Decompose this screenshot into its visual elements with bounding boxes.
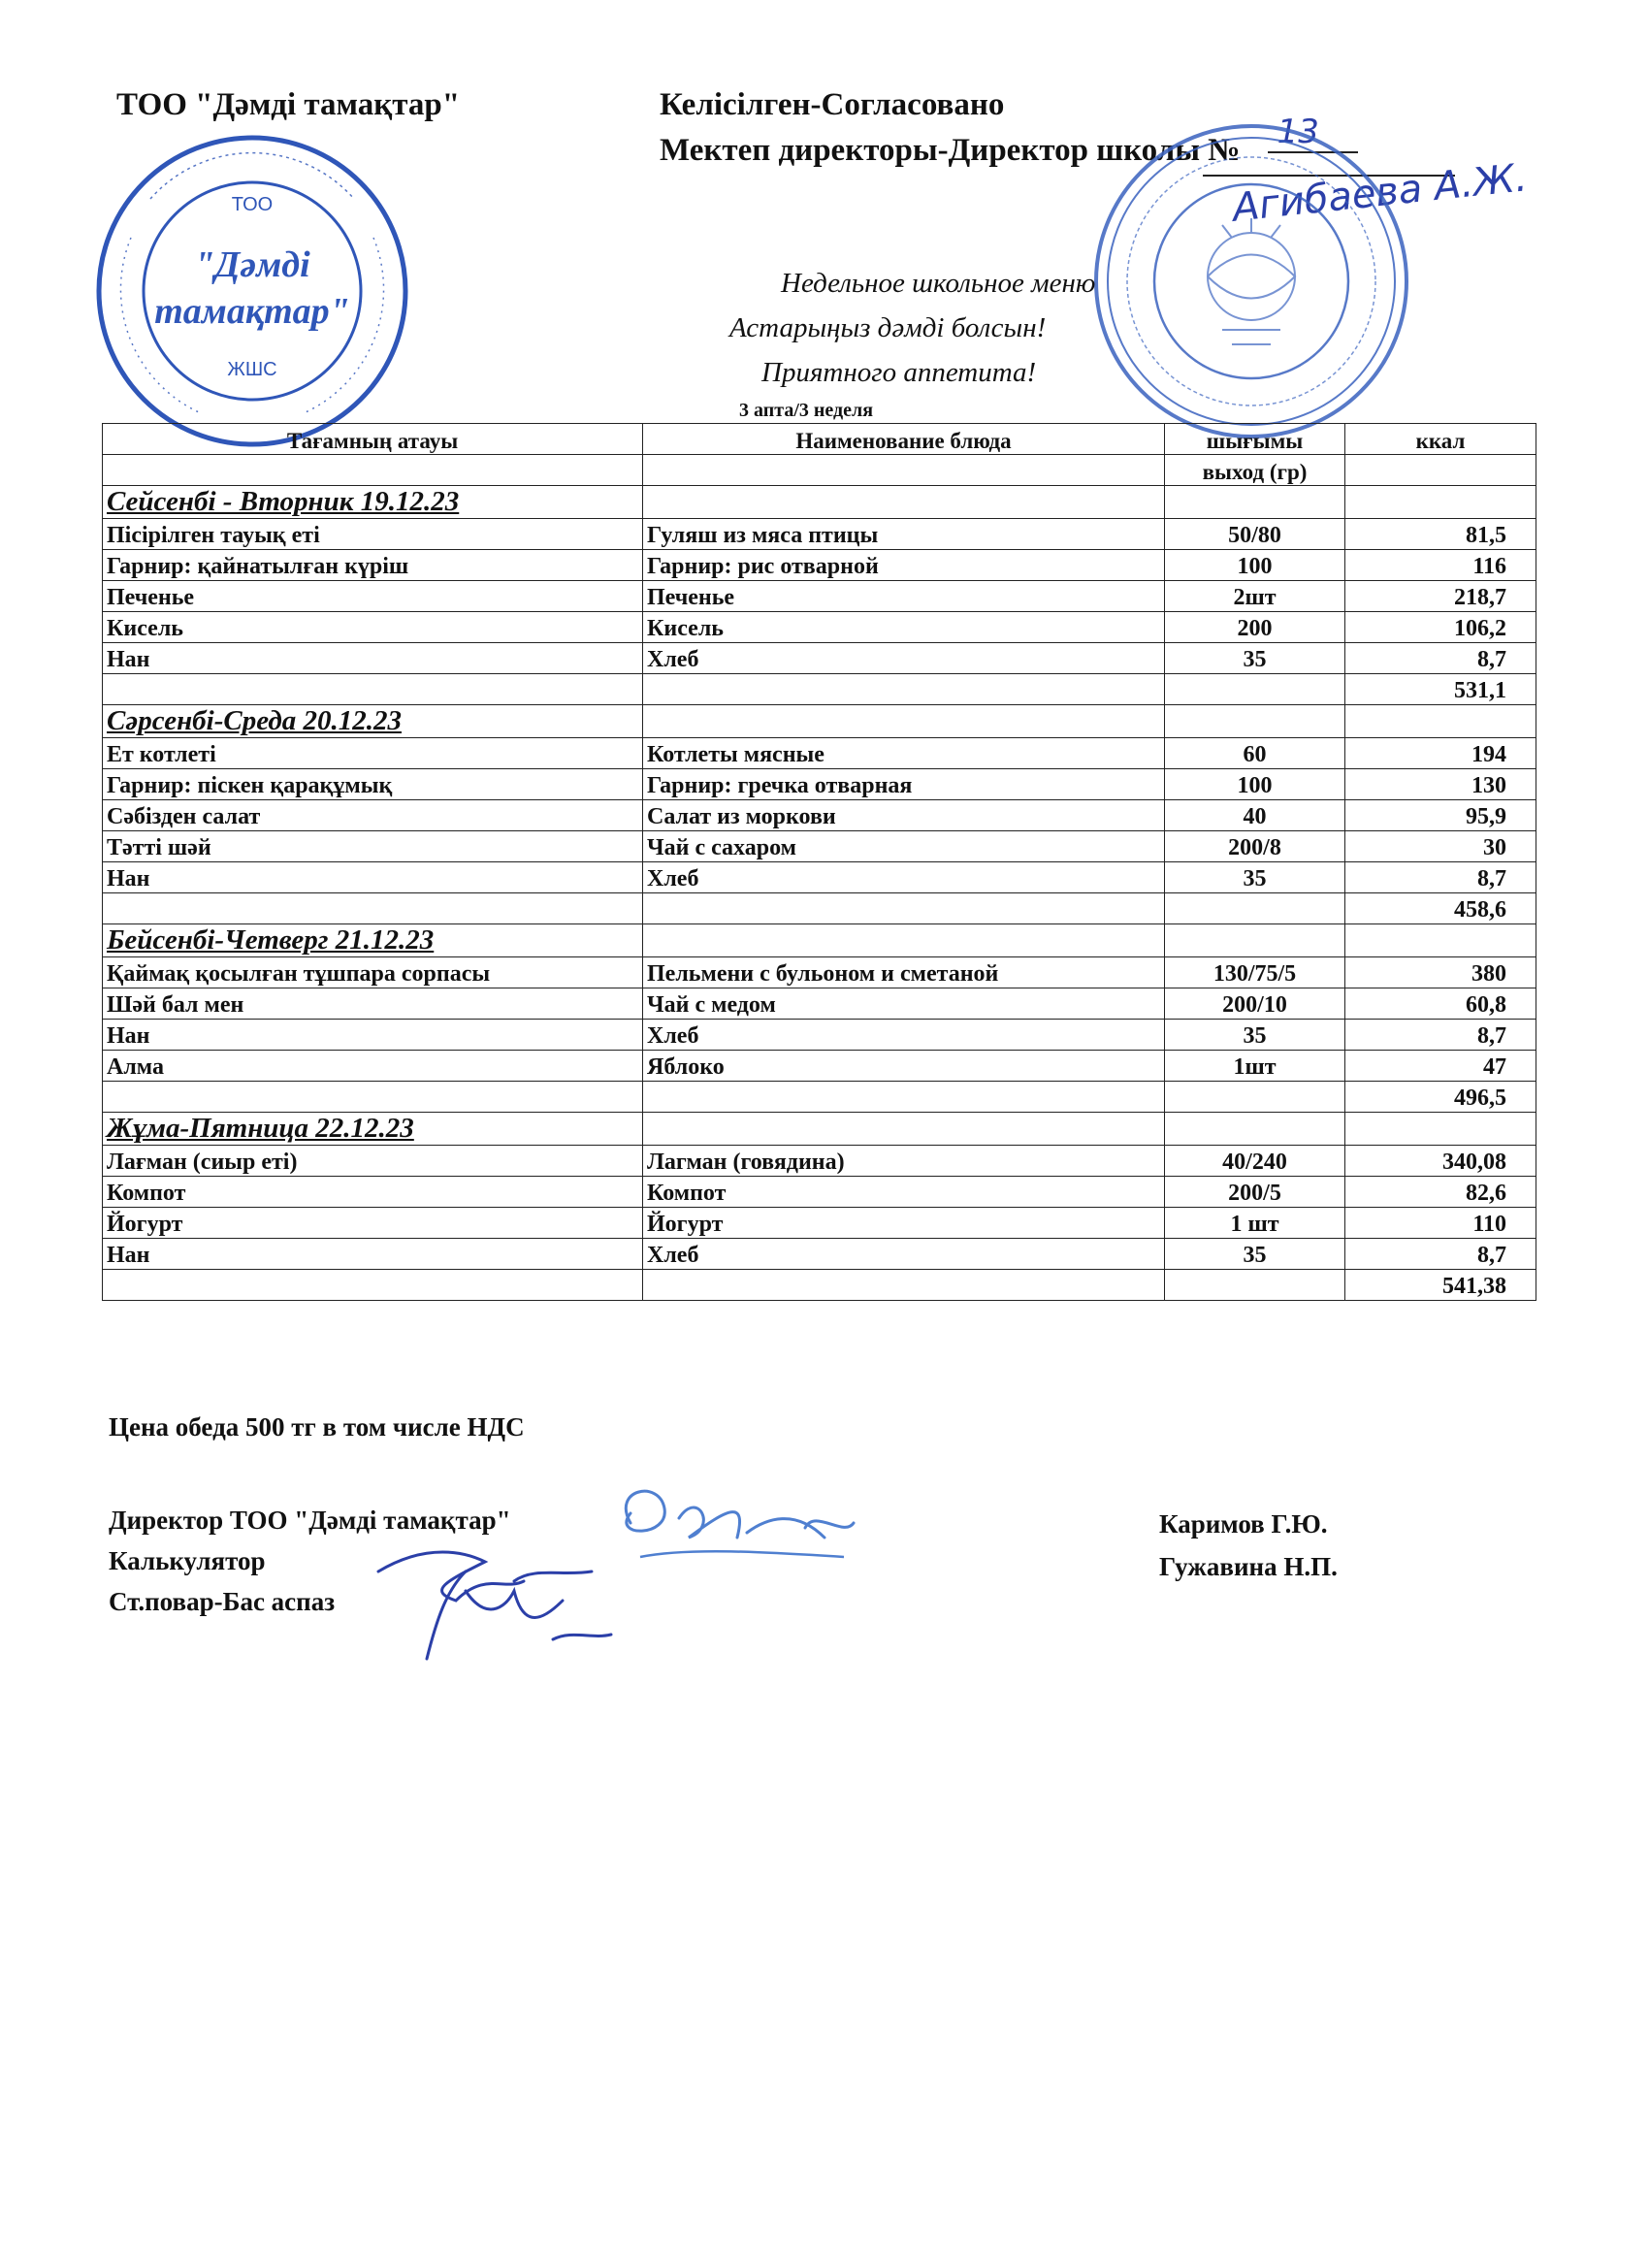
dish-kcal: 60,8 [1345,988,1536,1020]
header-empty-2 [643,455,1165,486]
table-row [103,769,1536,800]
title-bon-appetit-ru: Приятного аппетита! [761,357,1037,388]
dish-kcal: 8,7 [1345,643,1536,674]
day-empty-ru [643,486,1165,519]
table-row [103,519,1536,550]
stamp-text-too: ТОО [231,194,274,215]
total-empty-out [1165,893,1345,924]
day-header-row [103,1113,1536,1146]
total-empty-kz [103,1270,643,1301]
day-title-text: Сейсенбі - Вторник 19.12.23 [107,486,460,517]
dish-name-ru: Лагман (говядина) [643,1146,1165,1177]
header-kcal: ккал [1345,424,1536,455]
dish-output: 2шт [1165,581,1345,612]
director-line-text: Мектеп директоры-Директор школы № [660,133,1241,168]
price-note: Цена обеда 500 тг в том числе НДС [109,1412,525,1442]
table-row [103,831,1536,862]
dish-kcal: 116 [1345,550,1536,581]
dish-kcal: 194 [1345,738,1536,769]
header-kz-name: Тағамның атауы [103,424,643,455]
day-empty-out [1165,924,1345,957]
dish-output: 35 [1165,862,1345,893]
dish-name-kz: Тәтті шәй [103,831,643,862]
table-row [103,738,1536,769]
stamp-text-zhshs: ЖШС [227,359,277,380]
day-empty-out [1165,1113,1345,1146]
day-empty-kcal [1345,924,1536,957]
table-header-row-2 [103,455,1536,486]
company-stamp [92,131,412,451]
total-empty-out [1165,1270,1345,1301]
dish-kcal: 340,08 [1345,1146,1536,1177]
total-empty-kz [103,1082,643,1113]
dish-output: 35 [1165,1020,1345,1051]
dish-name-kz: Шәй бал мен [103,988,643,1020]
dish-name-kz: Йогурт [103,1208,643,1239]
menu-table [102,423,1536,1301]
dish-name-kz: Компот [103,1177,643,1208]
day-total-row [103,674,1536,705]
day-header-row [103,705,1536,738]
day-title-text: Бейсенбі-Четверг 21.12.23 [107,924,435,956]
dish-output: 35 [1165,643,1345,674]
table-row [103,800,1536,831]
title-bon-appetit-kz: Астарыңыз дәмді болсын! [729,312,1047,343]
day-title [103,924,643,957]
dish-name-kz: Алма [103,1051,643,1082]
table-row [103,550,1536,581]
total-empty-out [1165,674,1345,705]
day-empty-kcal [1345,1113,1536,1146]
dish-kcal: 8,7 [1345,1239,1536,1270]
dish-output: 100 [1165,769,1345,800]
dish-name-kz: Печенье [103,581,643,612]
calculator-signature-scribble [369,1533,621,1669]
total-empty-ru [643,1082,1165,1113]
company-name: ТОО "Дәмді тамақтар" [116,87,461,122]
table-row [103,643,1536,674]
header-output: шығымы [1165,424,1345,455]
total-empty-kz [103,893,643,924]
dish-kcal: 30 [1345,831,1536,862]
header-empty-1 [103,455,643,486]
role-calculator: Калькулятор [109,1546,266,1575]
dish-name-kz: Қаймақ қосылған тұшпара сорпасы [103,957,643,988]
school-number: 13 [1268,113,1358,153]
table-row [103,1020,1536,1051]
dish-name-ru: Гарнир: гречка отварная [643,769,1165,800]
dish-name-ru: Хлеб [643,1020,1165,1051]
stamp-text-tamaktar: тамақтар" [154,291,350,332]
day-total-kcal: 496,5 [1345,1082,1536,1113]
dish-kcal: 95,9 [1345,800,1536,831]
header-ru-name: Наименование блюда [643,424,1165,455]
dish-name-ru: Чай с медом [643,988,1165,1020]
dish-output: 130/75/5 [1165,957,1345,988]
day-total-kcal: 541,38 [1345,1270,1536,1301]
dish-output: 40/240 [1165,1146,1345,1177]
day-empty-out [1165,705,1345,738]
dish-name-ru: Компот [643,1177,1165,1208]
table-row [103,1051,1536,1082]
total-empty-ru [643,1270,1165,1301]
dish-name-ru: Чай с сахаром [643,831,1165,862]
dish-name-ru: Хлеб [643,643,1165,674]
dish-output: 100 [1165,550,1345,581]
day-empty-ru [643,924,1165,957]
day-empty-kcal [1345,705,1536,738]
day-empty-ru [643,1113,1165,1146]
dish-name-kz: Кисель [103,612,643,643]
day-title-text: Сәрсенбі-Среда 20.12.23 [107,705,402,736]
dish-kcal: 8,7 [1345,1020,1536,1051]
table-row [103,581,1536,612]
dish-name-kz: Гарнир: қайнатылған күріш [103,550,643,581]
dish-output: 1 шт [1165,1208,1345,1239]
dish-name-ru: Гуляш из мяса птицы [643,519,1165,550]
table-row [103,612,1536,643]
dish-name-kz: Нан [103,643,643,674]
approved-label: Келісілген-Согласовано [660,87,1005,122]
dish-name-ru: Пельмени с бульоном и сметаной [643,957,1165,988]
dish-output: 200/8 [1165,831,1345,862]
dish-kcal: 110 [1345,1208,1536,1239]
day-empty-ru [643,705,1165,738]
dish-output: 200/10 [1165,988,1345,1020]
dish-kcal: 380 [1345,957,1536,988]
dish-name-kz: Нан [103,862,643,893]
day-empty-kcal [1345,486,1536,519]
dish-output: 200/5 [1165,1177,1345,1208]
table-row [103,1146,1536,1177]
dish-name-ru: Котлеты мясные [643,738,1165,769]
day-total-kcal: 458,6 [1345,893,1536,924]
dish-name-ru: Кисель [643,612,1165,643]
dish-kcal: 8,7 [1345,862,1536,893]
dish-output: 40 [1165,800,1345,831]
stamp-text-damdi: "Дәмді [194,244,310,285]
dish-name-ru: Салат из моркови [643,800,1165,831]
dish-output: 1шт [1165,1051,1345,1082]
header-output-grams: выход (гр) [1165,455,1345,486]
day-total-kcal: 531,1 [1345,674,1536,705]
role-director: Директор ТОО "Дәмді тамақтар" [109,1506,511,1535]
dish-name-kz: Пісірілген тауық еті [103,519,643,550]
dish-name-ru: Хлеб [643,1239,1165,1270]
day-total-row [103,1270,1536,1301]
day-title-text: Жұма-Пятница 22.12.23 [107,1113,414,1144]
dish-name-kz: Гарнир: піскен қарақұмық [103,769,643,800]
dish-kcal: 106,2 [1345,612,1536,643]
dish-output: 60 [1165,738,1345,769]
dish-kcal: 47 [1345,1051,1536,1082]
table-row [103,988,1536,1020]
director-signature: Агибаева А.Ж. [1230,155,1530,231]
total-empty-kz [103,674,643,705]
table-row [103,1177,1536,1208]
day-header-row [103,924,1536,957]
dish-kcal: 130 [1345,769,1536,800]
day-title [103,1113,643,1146]
day-total-row [103,1082,1536,1113]
total-empty-out [1165,1082,1345,1113]
role-chef: Ст.повар-Бас аспаз [109,1587,336,1616]
dish-name-kz: Нан [103,1239,643,1270]
name-director: Каримов Г.Ю. [1159,1509,1328,1539]
day-total-row [103,893,1536,924]
table-row [103,862,1536,893]
dish-output: 200 [1165,612,1345,643]
day-title [103,486,643,519]
table-row [103,1239,1536,1270]
day-empty-out [1165,486,1345,519]
table-row [103,1208,1536,1239]
dish-output: 35 [1165,1239,1345,1270]
day-title [103,705,643,738]
dish-name-ru: Гарнир: рис отварной [643,550,1165,581]
header-empty-4 [1345,455,1536,486]
dish-output: 50/80 [1165,519,1345,550]
dish-kcal: 81,5 [1345,519,1536,550]
dish-name-ru: Хлеб [643,862,1165,893]
day-header-row [103,486,1536,519]
dish-kcal: 218,7 [1345,581,1536,612]
title-weekly-menu: Недельное школьное меню [781,268,1096,299]
table-row [103,957,1536,988]
name-calculator: Гужавина Н.П. [1159,1552,1338,1581]
table-header-row [103,424,1536,455]
dish-name-ru: Йогурт [643,1208,1165,1239]
dish-name-kz: Лағман (сиыр еті) [103,1146,643,1177]
dish-kcal: 82,6 [1345,1177,1536,1208]
dish-name-kz: Нан [103,1020,643,1051]
dish-name-ru: Печенье [643,581,1165,612]
school-stamp [1086,116,1416,446]
dish-name-kz: Ет котлеті [103,738,643,769]
week-label: 3 апта/3 неделя [739,400,874,421]
total-empty-ru [643,893,1165,924]
dish-name-ru: Яблоко [643,1051,1165,1082]
total-empty-ru [643,674,1165,705]
dish-name-kz: Сәбізден салат [103,800,643,831]
